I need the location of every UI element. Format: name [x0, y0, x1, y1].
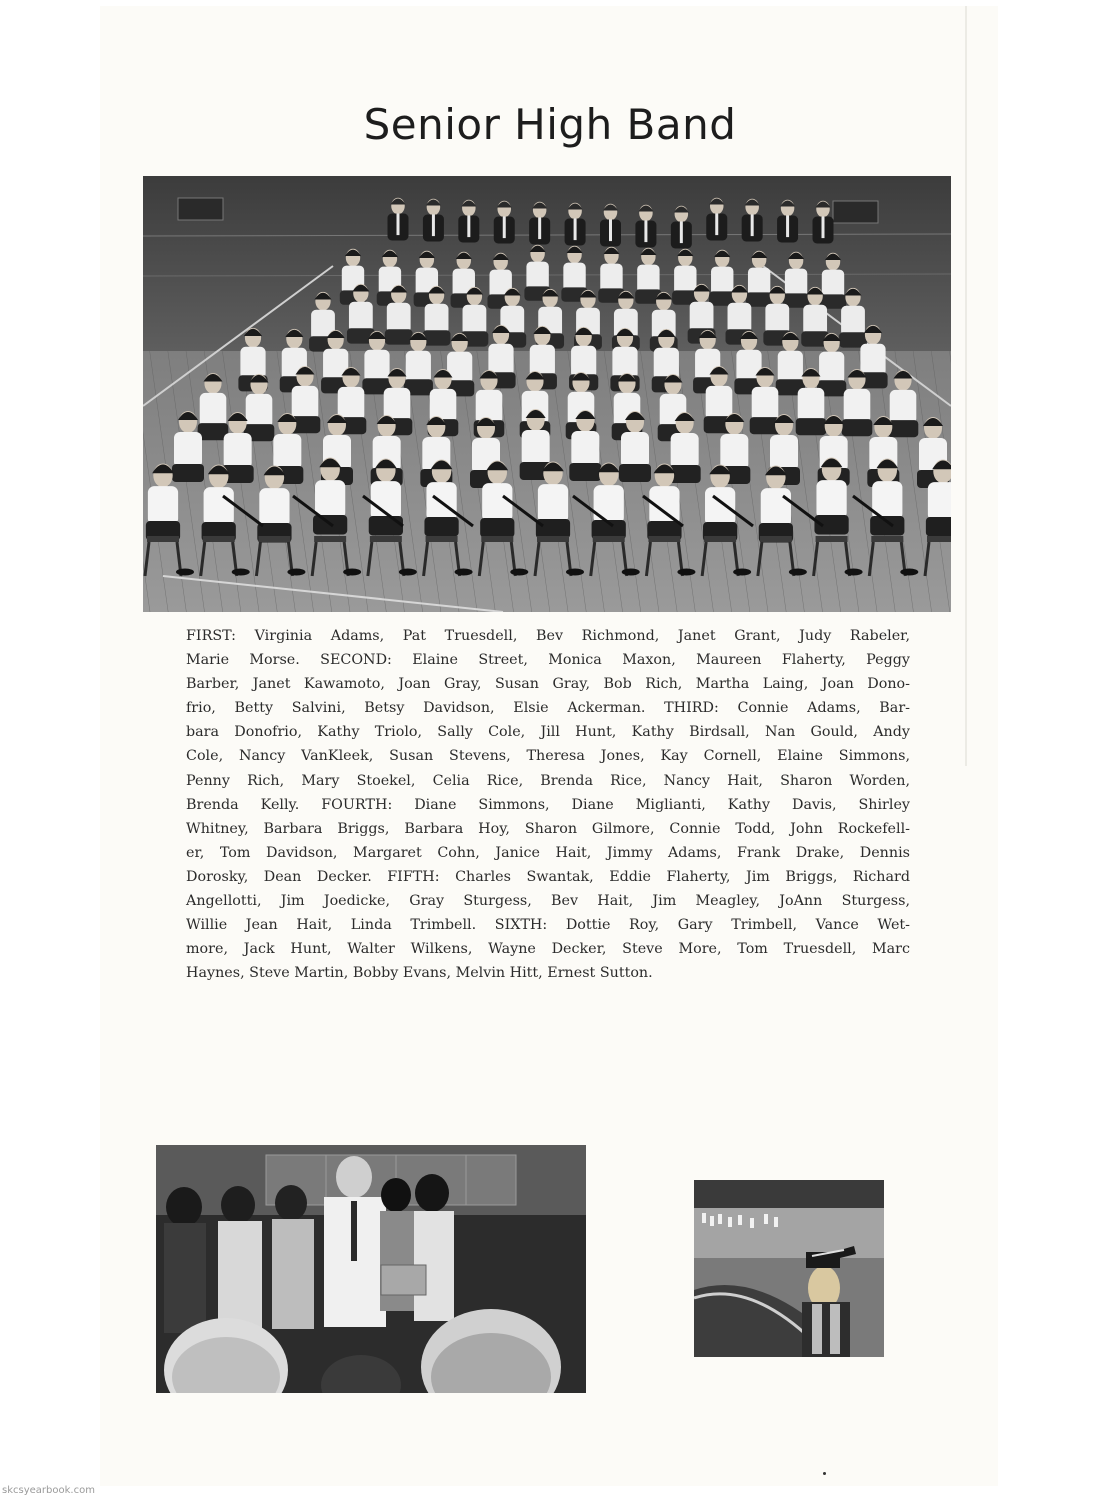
- caption-line: Penny Rich, Mary Stoekel, Celia Rice, Brenda Rice, Nancy Hait, Sharon Worden,: [186, 772, 910, 789]
- caption-line: Brenda Kelly. FOURTH: Diane Simmons, Diane Miglianti, Kathy Davis, Shirley: [186, 796, 910, 813]
- caption-line: Cole, Nancy VanKleek, Susan Stevens, Theresa Jones, Kay Cornell, Elaine Simmons,: [186, 748, 910, 765]
- band-group-photo: [143, 176, 951, 612]
- caption-line: FIRST: Virginia Adams, Pat Truesdell, Bev Richmond, Janet Grant, Judy Rabeler,: [186, 628, 910, 644]
- caption-line: Whitney, Barbara Briggs, Barbara Hoy, Sharon Gilmore, Connie Todd, John Rockefell-: [186, 820, 910, 837]
- caption-line: Dorosky, Dean Decker. FIFTH: Charles Swantak, Eddie Flaherty, Jim Briggs, Richard: [186, 868, 910, 885]
- caption-line: bara Donofrio, Kathy Triolo, Sally Cole, Jill Hunt, Kathy Birdsall, Nan Gould, Andy: [186, 724, 910, 741]
- scan-speck: [823, 1472, 826, 1475]
- caption-line: Barber, Janet Kawamoto, Joan Gray, Susan Gray, Bob Rich, Martha Laing, Joan Dono-: [186, 676, 910, 693]
- caption-line: Haynes, Steve Martin, Bobby Evans, Melvin Hitt, Ernest Sutton.: [186, 965, 653, 982]
- band-meeting-photo-drawing: [156, 1145, 586, 1393]
- caption-line: Willie Jean Hait, Linda Trimbell. SIXTH: Dottie Roy, Gary Trimbell, Vance Wet-: [186, 917, 910, 934]
- caption-line: more, Jack Hunt, Walter Wilkens, Wayne Decker, Steve More, Tom Truesdell, Marc: [186, 941, 910, 958]
- drum-majorette-photo-drawing: [694, 1180, 884, 1357]
- band-group-photo-drawing: [143, 176, 951, 612]
- page-title: Senior High Band: [363, 100, 737, 149]
- caption-line: Angellotti, Jim Joedicke, Gray Sturgess, Bev Hait, Jim Meagley, JoAnn Sturgess,: [186, 893, 910, 910]
- watermark: skcsyearbook.com: [2, 1485, 95, 1496]
- caption-line: er, Tom Davidson, Margaret Cohn, Janice Hait, Jimmy Adams, Frank Drake, Dennis: [186, 844, 910, 861]
- drum-majorette-photo: [694, 1180, 884, 1357]
- caption-line: Marie Morse. SECOND: Elaine Street, Monica Maxon, Maureen Flaherty, Peggy: [186, 652, 910, 669]
- band-member-caption: [186, 624, 910, 985]
- band-meeting-photo: [156, 1145, 586, 1393]
- caption-line: frio, Betty Salvini, Betsy Davidson, Elsie Ackerman. THIRD: Connie Adams, Bar-: [186, 700, 910, 717]
